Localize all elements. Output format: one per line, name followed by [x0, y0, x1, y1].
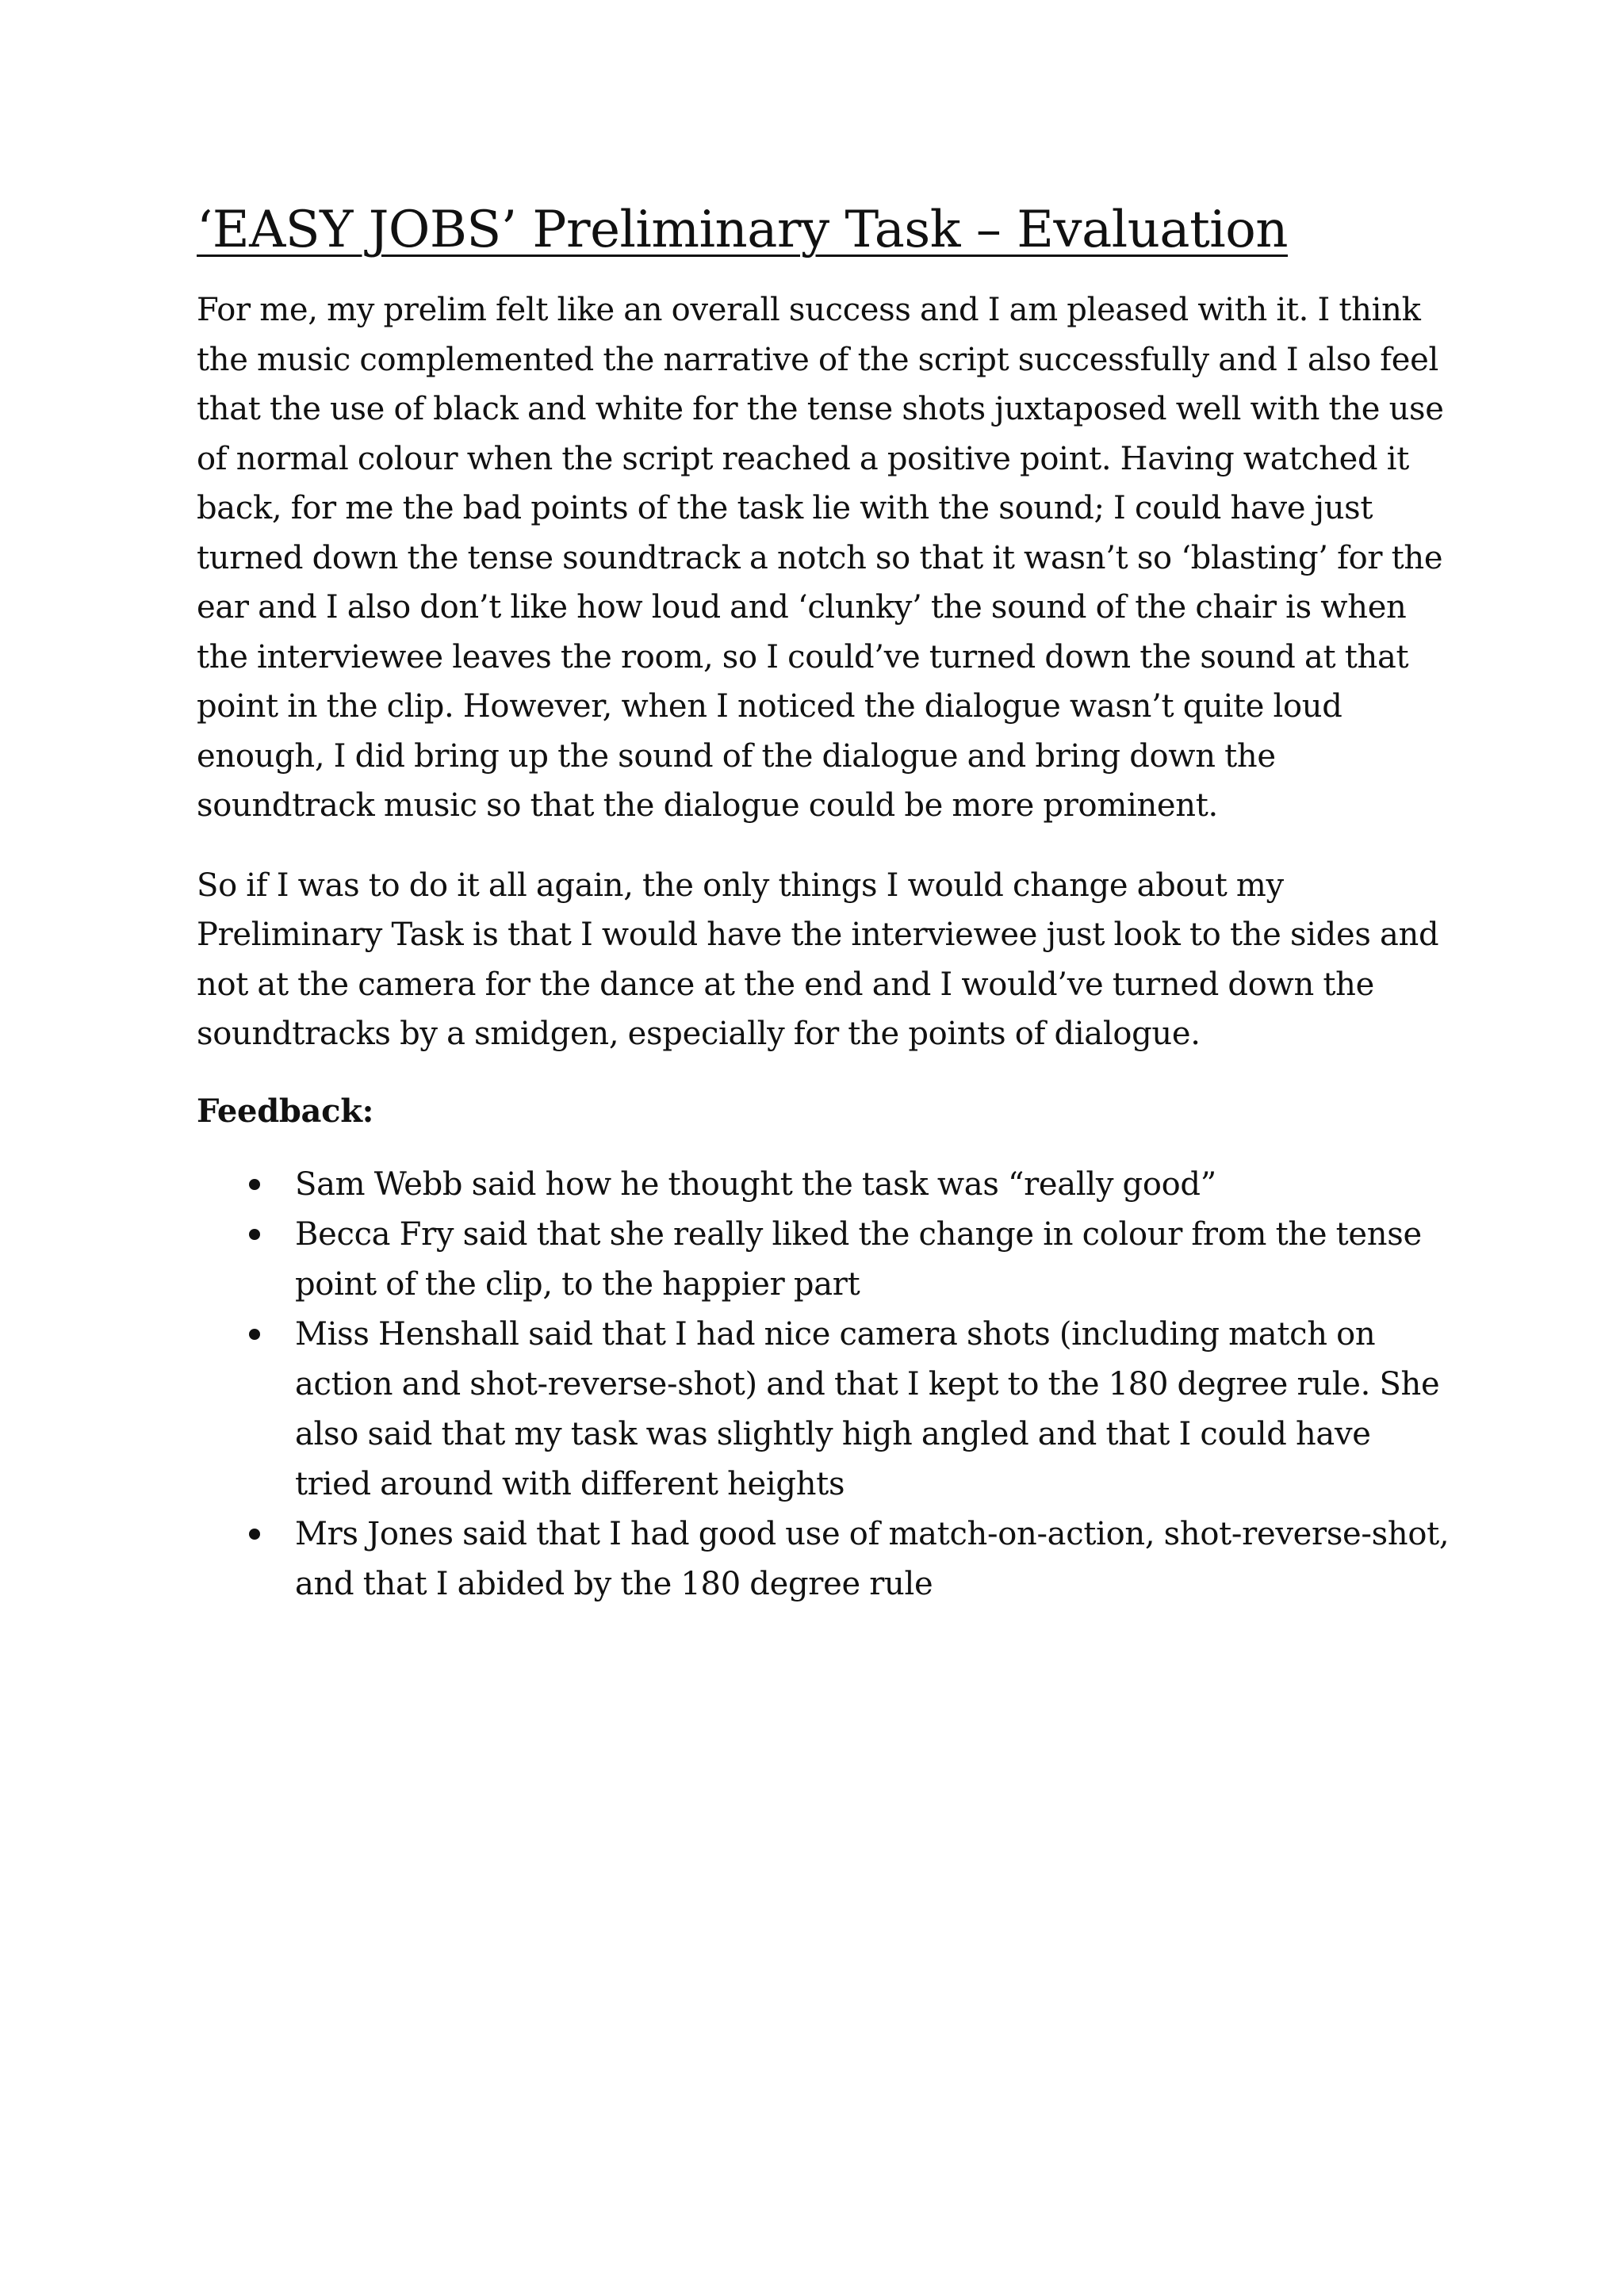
bullet-icon	[249, 1179, 260, 1190]
feedback-item	[197, 1210, 1450, 1310]
document-body	[197, 198, 1450, 1609]
feedback-item	[197, 1510, 1450, 1609]
document-title: ‘EASY JOBS’ Preliminary Task – Evaluation	[197, 201, 1288, 259]
feedback-item	[197, 1160, 1450, 1210]
feedback-item-text: Sam Webb said how he thought the task was “really good”	[295, 1166, 1216, 1203]
evaluation-paragraph: For me, my prelim felt like an overall success and I am pleased with it. I think the music complemented the narrative of the script successfully and I also feel that the use of black and white for the tense shots juxtaposed well with the use of normal colour when the script reached a positive point. Having watched it back, for me the bad points of the task lie with the sound; I could have just turned down the tense soundtrack a notch so that it wasn’t so ‘blasting’ for the ear and I also don’t like how loud and ‘clunky’ the sound of the chair is when the interviewee leaves the room, so I could’ve turned down the sound at that point in the clip. However, when I noticed the dialogue wasn’t quite loud enough, I did bring up the sound of the dialogue and bring down the soundtrack music so that the dialogue could be more prominent.	[197, 292, 1444, 824]
feedback-list	[197, 1160, 1450, 1609]
bullet-icon	[249, 1229, 260, 1240]
bullet-icon	[249, 1529, 260, 1540]
feedback-heading: Feedback:	[197, 1092, 374, 1130]
feedback-item-text: Mrs Jones said that I had good use of match-on-action, shot-reverse-shot, and that I abided by the 180 degree rule	[295, 1516, 1450, 1602]
feedback-item-text: Becca Fry said that she really liked the change in colour from the tense point of the clip, to the happier part	[295, 1216, 1422, 1303]
bullet-icon	[249, 1329, 260, 1340]
feedback-item-text: Miss Henshall said that I had nice camera shots (including match on action and shot-reverse-shot) and that I kept to the 180 degree rule. She also said that my task was slightly high angled and that I could have tried around with different heights	[295, 1316, 1440, 1502]
feedback-item	[197, 1310, 1450, 1510]
evaluation-paragraph: So if I was to do it all again, the only things I would change about my Preliminary Task is that I would have the interviewee just look to the sides and not at the camera for the dance at the end and I would’ve turned down the soundtracks by a smidgen, especially for the points of dialogue.	[197, 867, 1439, 1052]
